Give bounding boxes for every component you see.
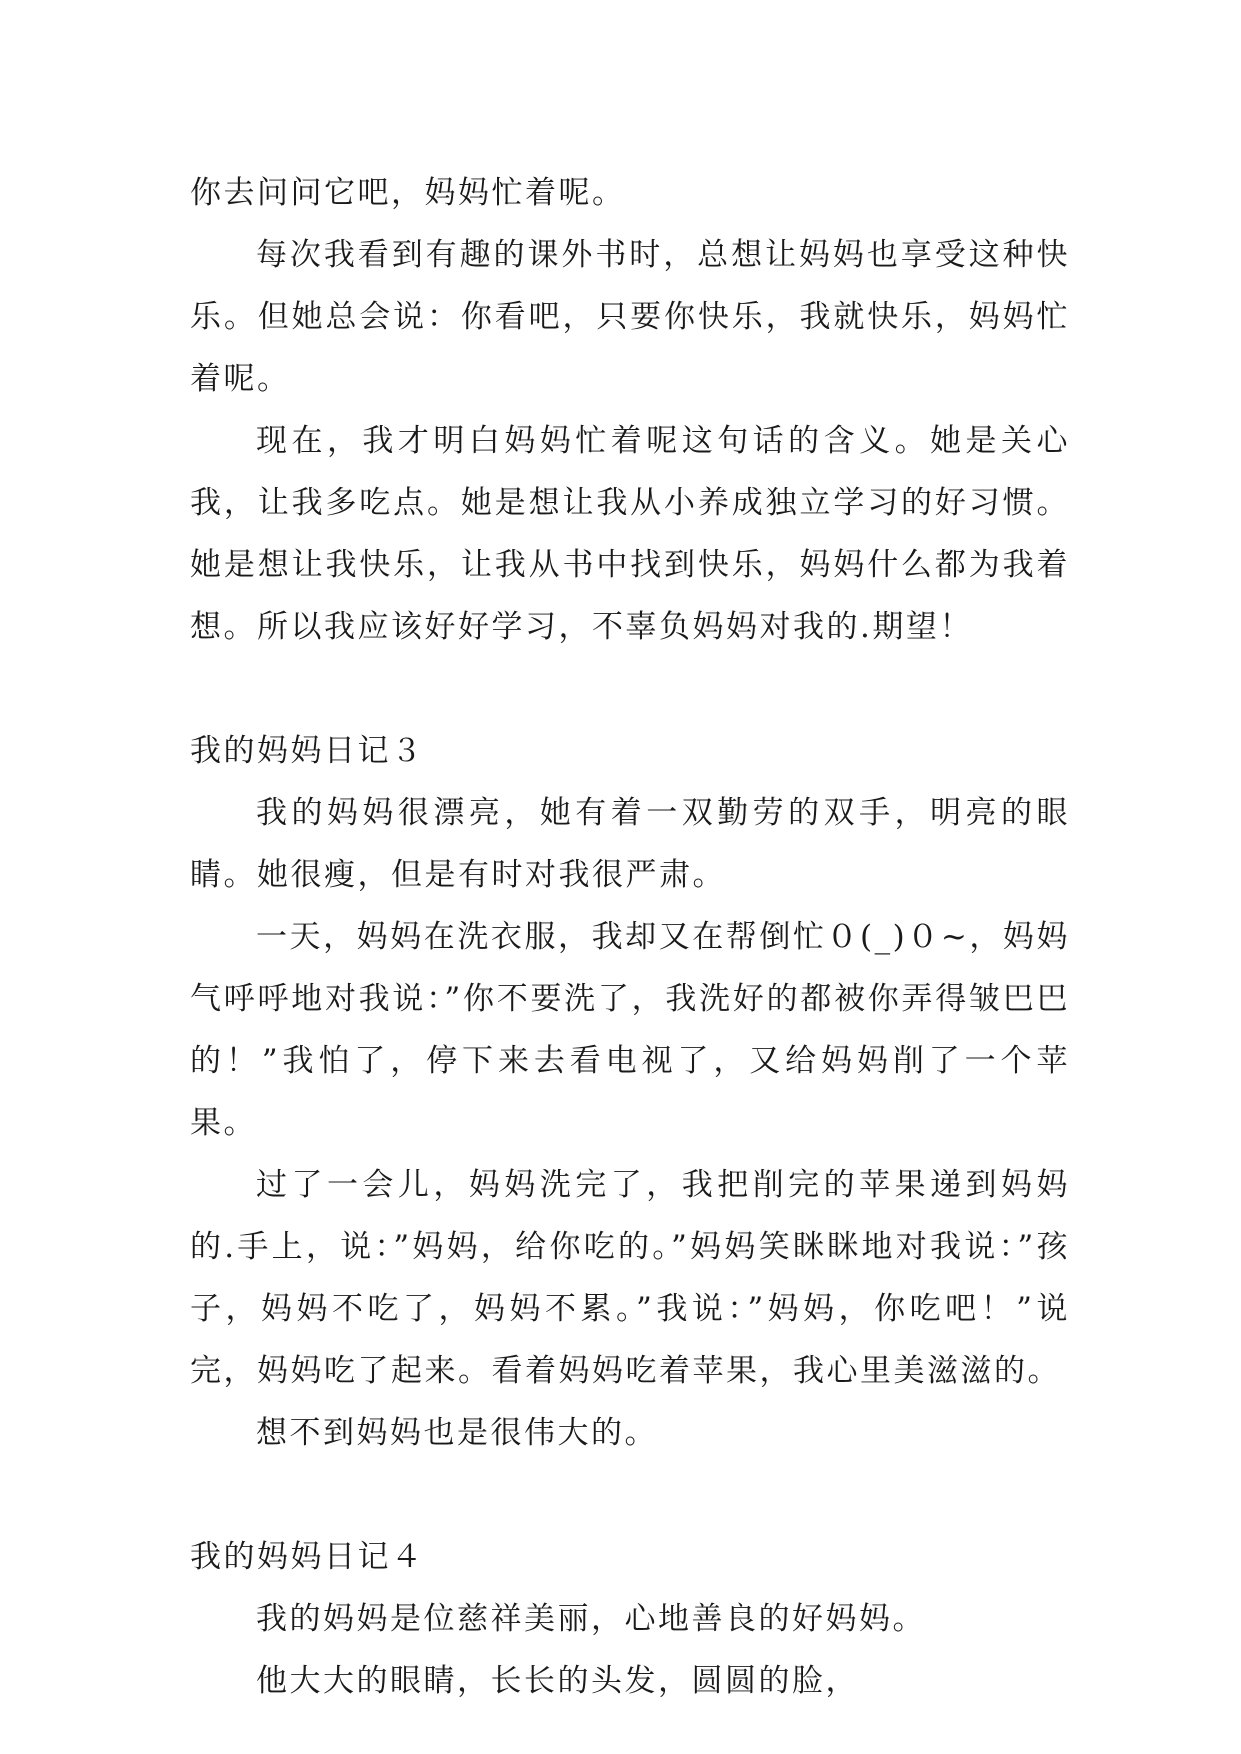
document-body (190, 162, 1070, 1712)
paragraph-continuation: 你去问问它吧，妈妈忙着呢。 (190, 175, 626, 211)
paragraph: 每次我看到有趣的课外书时，总想让妈妈也享受这种快乐。但她总会说：你看吧，只要你快乐，我就快乐，妈妈忙着呢。 (190, 237, 1070, 397)
paragraph: 想不到妈妈也是很伟大的。 (256, 1415, 658, 1451)
section-title: 我的妈妈日记３ (190, 733, 425, 769)
section-spacer (190, 1464, 1070, 1526)
paragraph: 我的妈妈很漂亮，她有着一双勤劳的双手，明亮的眼睛。她很瘦，但是有时对我很严肃。 (190, 795, 1070, 893)
paragraph: 现在，我才明白妈妈忙着呢这句话的含义。她是关心我，让我多吃点。她是想让我从小养成独立学习的好习惯。她是想让我快乐，让我从书中找到快乐，妈妈什么都为我着想。所以我应该好好学习，不辜负妈妈对我的.期望！ (190, 423, 1070, 645)
paragraph: 一天，妈妈在洗衣服，我却又在帮倒忙０(_)０~，妈妈气呼呼地对我说：”你不要洗了，我洗好的都被你弄得皱巴巴的！”我怕了，停下来去看电视了，又给妈妈削了一个苹果。 (190, 919, 1070, 1141)
paragraph: 他大大的眼睛，长长的头发，圆圆的脸， (256, 1663, 859, 1699)
paragraph: 我的妈妈是位慈祥美丽，心地善良的好妈妈。 (256, 1601, 926, 1637)
paragraph: 过了一会儿，妈妈洗完了，我把削完的苹果递到妈妈的.手上，说：”妈妈，给你吃的。”妈妈笑眯眯地对我说：”孩子，妈妈不吃了，妈妈不累。”我说：”妈妈，你吃吧！”说完，妈妈吃了起来。看着妈妈吃着苹果，我心里美滋滋的。 (190, 1167, 1070, 1389)
section-title: 我的妈妈日记４ (190, 1539, 425, 1575)
section-spacer (190, 658, 1070, 720)
